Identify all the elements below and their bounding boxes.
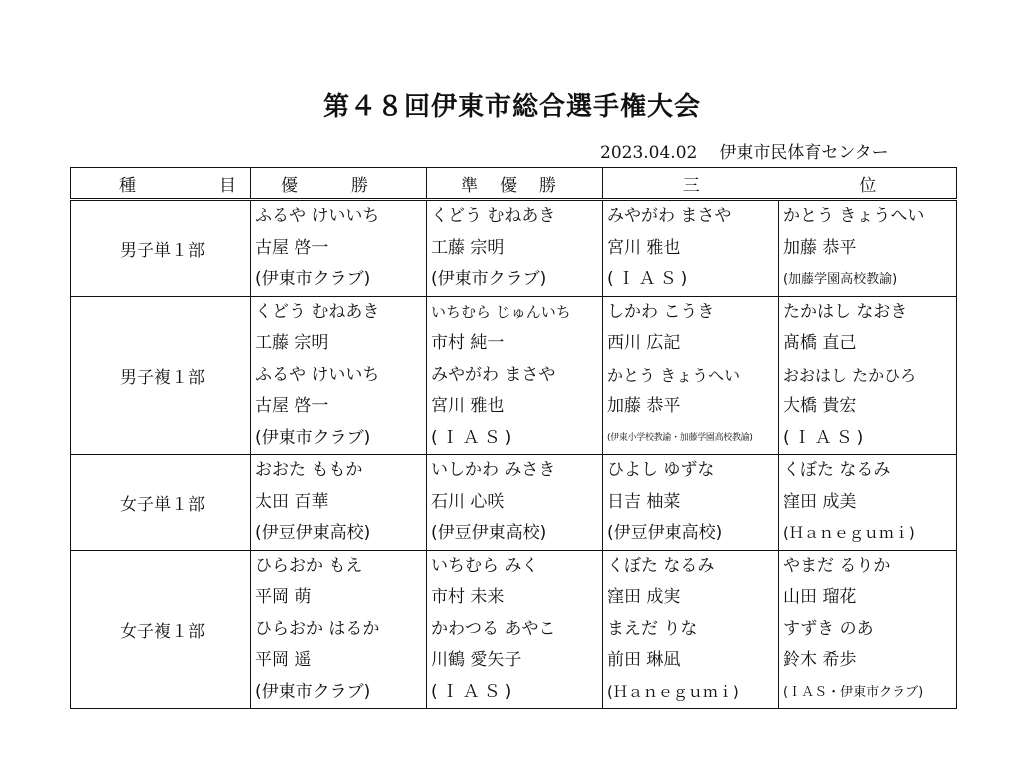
header-row: [71, 168, 957, 200]
table-row: 女子複１部 ひらおか もえ いちむら みく くぼた なるみ やまだ るりか: [71, 550, 957, 582]
header-runner-up: 準 優 勝: [427, 168, 603, 200]
header-event: 種 目: [71, 168, 251, 200]
table-row: (伊豆伊東高校) (伊豆伊東高校) (伊豆伊東高校) (Ｈａｎｅｇｕｍｉ): [71, 518, 957, 550]
event-info: [600, 138, 889, 163]
results-table: [70, 167, 957, 709]
header-winner: 優 勝: [251, 168, 427, 200]
event-name: 男子単１部: [71, 200, 251, 297]
event-name: 女子複１部: [71, 550, 251, 709]
table-row: 工藤 宗明 市村 純一 西川 広記 髙橋 直己: [71, 328, 957, 360]
table-row: 男子単１部 ふるや けいいち くどう むねあき みやがわ まさや かとう きょうへい: [71, 200, 957, 233]
event-name: 男子複１部: [71, 296, 251, 455]
event-name: 女子単１部: [71, 455, 251, 551]
table-row: (伊東市クラブ) (ＩＡＳ) (Ｈａｎｅｇｕｍｉ) (ＩＡＳ・伊東市クラブ): [71, 677, 957, 709]
table-row: ひらおか はるか かわつる あやこ まえだ りな すずき のあ: [71, 614, 957, 646]
header-third: 三 位: [603, 168, 957, 200]
table-row: (伊東市クラブ) (ＩＡＳ) (伊東小学校教諭・加藤学園高校教諭) (ＩＡＳ): [71, 423, 957, 455]
event-date: 2023.04.02: [600, 143, 698, 163]
table-row: 平岡 遥 川鶴 愛矢子 前田 琳凪 鈴木 希歩: [71, 645, 957, 677]
table-row: 女子単１部 おおた ももか いしかわ みさき ひよし ゆずな くぼた なるみ: [71, 455, 957, 487]
table-row: 古屋 啓一 工藤 宗明 宮川 雅也 加藤 恭平: [71, 233, 957, 265]
table-row: 平岡 萌 市村 未来 窪田 成実 山田 瑠花: [71, 582, 957, 614]
table-row: ふるや けいいち みやがわ まさや かとう きょうへい おおはし たかひろ: [71, 360, 957, 392]
table-row: 太田 百華 石川 心咲 日吉 柚菜 窪田 成美: [71, 487, 957, 519]
table-row: (伊東市クラブ) (伊東市クラブ) (ＩＡＳ) (加藤学園高校教諭): [71, 264, 957, 296]
table-row: 男子複１部 くどう むねあき いちむら じゅんいち しかわ こうき たかはし なおき: [71, 296, 957, 328]
page-title: 第４８回伊東市総合選手権大会: [322, 92, 701, 122]
table-row: 古屋 啓一 宮川 雅也 加藤 恭平 大橋 貴宏: [71, 391, 957, 423]
event-venue: 伊東市民体育センター: [719, 143, 889, 163]
